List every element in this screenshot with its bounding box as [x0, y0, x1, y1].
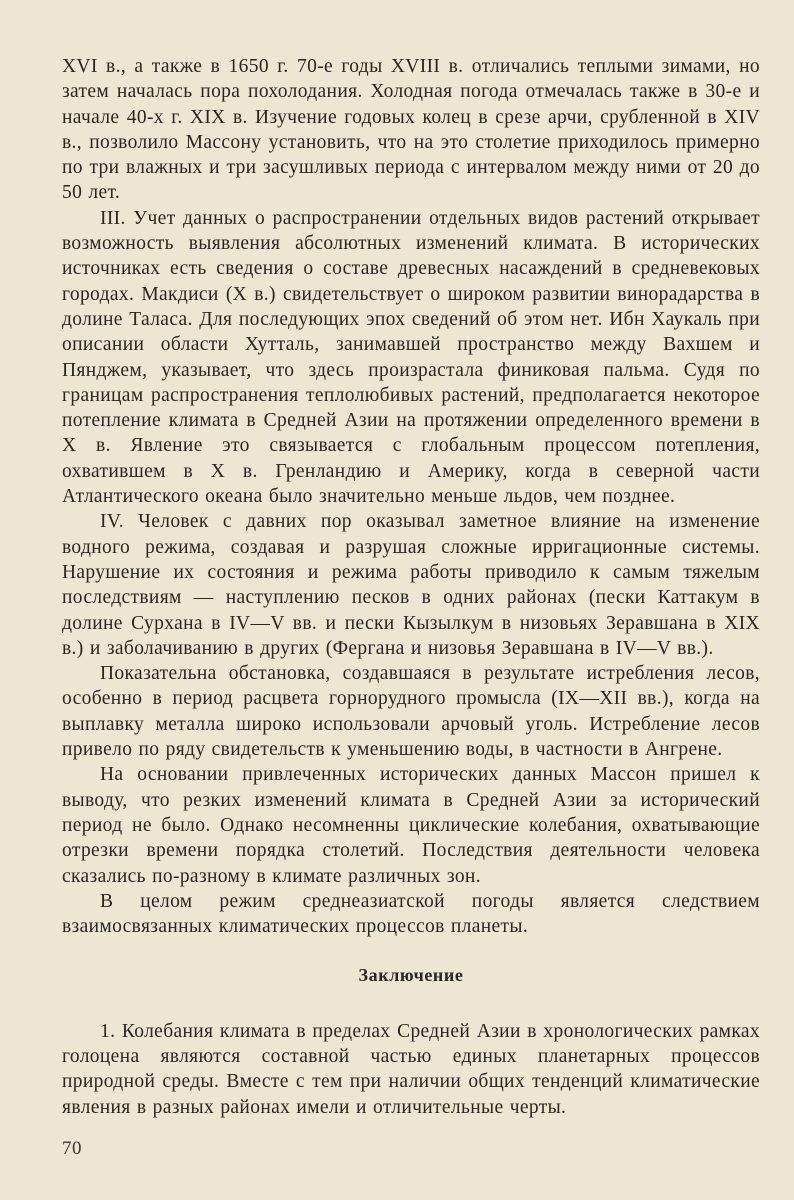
paragraph-continuation: XVI в., а также в 1650 г. 70-е годы XVIII в. отличались теплыми зимами, но затем началась пора похолодания. Холодная погода отмечалась также в 30-е и начале 40-х г. XIX в. Изучение годовых колец в срезе арчи, срубленной в XIV в., позволило Массону установить, что на это столетие приходилось примерно по три влажных и три засушливых периода с интервалом между ними от 20 до 50 лет.: [62, 56, 760, 204]
paragraph-section-3: III. Учет данных о распространении отдельных видов растений открывает возможность выявления абсолютных изменений климата. В исторических источниках есть сведения о составе древесных насаждений в средневековых городах. Макдиси (X в.) свидетельствует о широком развитии винорадарства в долине Таласа. Для последующих эпох сведений об этом нет. Ибн Хаукаль при описании области Хутталь, занимавшей пространство между Вахшем и Пянджем, указывает, что здесь произрастала финиковая пальма. Судя по границам распространения теплолюбивых растений, предполагается некоторое потепление климата в Средней Азии на протяжении определенного времени в X в. Явление это связывается с глобальным процессом потепления, охватившем в X в. Гренландию и Америку, когда в северной части Атлантического океана было значительно меньше льдов, чем позднее.: [62, 207, 760, 508]
paragraph-summary: В целом режим среднеазиатской погоды является следствием взаимосвязанных климатических процессов планеты.: [62, 890, 760, 938]
paragraph-conclusion-1: 1. Колебания климата в пределах Средней Азии в хронологических рамках голоцена являются составной частью единых планетарных процессов природной среды. Вместе с тем при наличии общих тенденций климатические явления в разных районах имели и отличительные черты.: [62, 1020, 760, 1118]
paragraph-masson-conclusion: На основании привлеченных исторических данных Массон пришел к выводу, что резких изменений климата в Средней Азии за исторический период не было. Однако несомненны циклические колебания, охватывающие отрезки времени порядка столетий. Последствия деятельности человека сказались по-разному в климате различных зон.: [62, 764, 760, 887]
section-heading: Заключение: [358, 965, 464, 986]
paragraph-forests: Показательна обстановка, создавшаяся в результате истребления лесов, особенно в период расцвета горнорудного промысла (IX—XII вв.), когда на выплавку металла широко использовали арчовый уголь. Истребление лесов привело по ряду свидетельств к уменьшению воды, в частности в Ангрене.: [62, 663, 760, 761]
page-number: 70: [62, 1138, 82, 1159]
paragraph-section-4: IV. Человек с давних пор оказывал заметное влияние на изменение водного режима, создавая и разрушая сложные ирригационные системы. Нарушение их состояния и режима работы приводило к самым тяжелым последствиям — наступлению песков в одних районах (пески Каттакум в долине Сурхана в IV—V вв. и пески Кызылкум в низовьях Зеравшана в XIX в.) и заболачиванию в других (Фергана и низовья Зеравшана в IV—V вв.).: [62, 511, 760, 659]
